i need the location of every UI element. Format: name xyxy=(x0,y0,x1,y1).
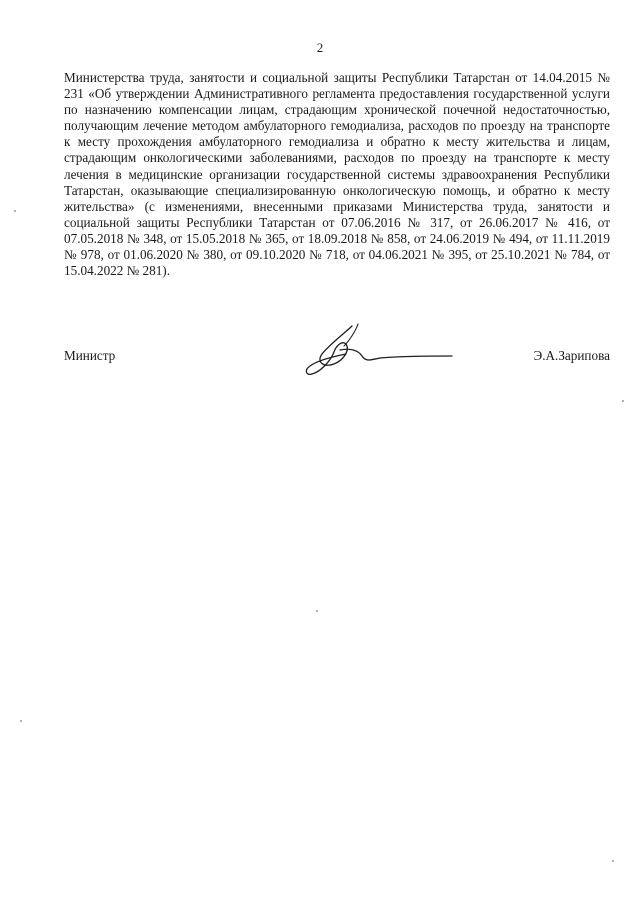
page-number: 2 xyxy=(316,40,324,55)
signatory-role: Министр xyxy=(64,348,116,363)
scan-speck xyxy=(622,400,624,402)
body-text xyxy=(64,70,610,279)
scan-speck xyxy=(612,860,614,862)
main-paragraph: Министерства труда, занятости и социальной защиты Республики Татарстан от 14.04.2015 № 231 «Об утверждении Административного регламента предоставления государственной услуги по назначению компенсации лицам, страдающим хронической почечной недостаточностью, получающим лечение методом амбулаторного гемодиализа, расходов по проезду на транспорте к месту прохождения амбулаторного гемодиализа и обратно к месту жительства и лицам, страдающим онкологическими заболеваниями, расходов по проезду на транспорте к месту лечения в медицинские организации государственной системы здравоохранения Республики Татарстан, оказывающие специализированную онкологическую помощь, и обратно к месту жительства» (с изменениями, внесенными приказами Министерства труда, занятости и социальной защиты Республики Татарстан от 07.06.2016 № 317, от 26.06.2017 № 416, от 07.05.2018 № 348, от 15.05.2018 № 365, от 18.09.2018 № 858, от 24.06.2019 № 494, от 11.11.2019 № 978, от 01.06.2020 № 380, от 09.10.2020 № 718, от 04.06.2021 № 395, от 25.10.2021 № 784, от 15.04.2022 № 281). xyxy=(64,70,610,279)
signature-block xyxy=(64,348,610,388)
scan-speck xyxy=(20,720,22,722)
scan-speck xyxy=(316,610,318,612)
signatory-name: Э.А.Зарипова xyxy=(533,348,610,363)
handwritten-signature-icon xyxy=(300,320,460,384)
scan-speck xyxy=(14,210,16,212)
